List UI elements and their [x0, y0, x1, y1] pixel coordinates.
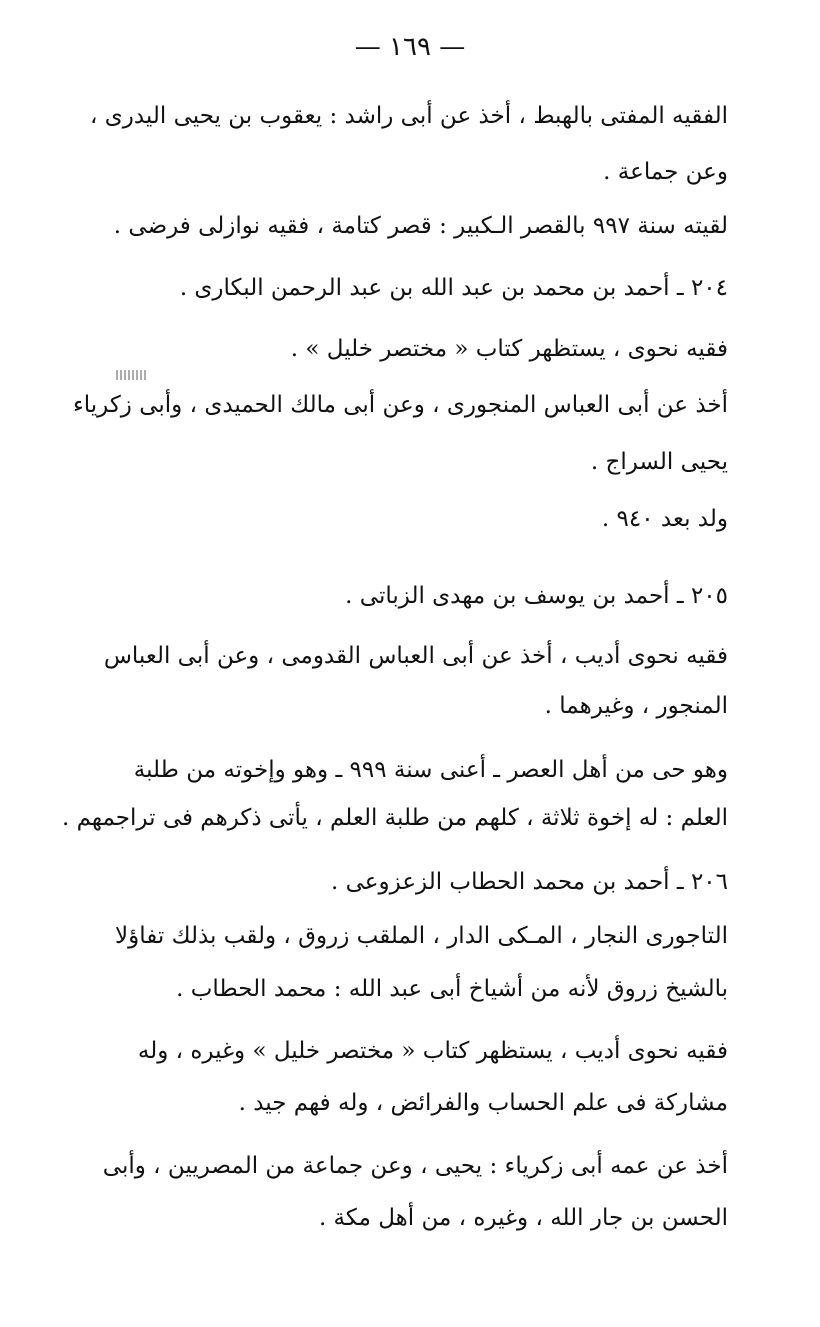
- text-line: أخذ عن عمه أبى زكرياء : يحيى ، وعن جماعة من المصريين ، وأبى: [102, 1153, 728, 1179]
- entry-heading-205: ٢٠٥ ـ أحمد بن يوسف بن مهدى الزباتى .: [345, 583, 728, 609]
- text-line: التاجورى النجار ، المـكى الدار ، الملقب زروق ، ولقب بذلك تفاؤلا: [115, 923, 728, 949]
- text-line: مشاركة فى علم الحساب والفرائض ، وله فهم جيد .: [238, 1090, 728, 1116]
- text-line: فقيه نحوى أديب ، أخذ عن أبى العباس القدومى ، وعن أبى العباس: [103, 643, 728, 669]
- text-line: العلم : له إخوة ثلاثة ، كلهم من طلبة العلم ، يأتى ذكرهم فى تراجمهم .: [61, 805, 728, 831]
- entry-heading-206: ٢٠٦ ـ أحمد بن محمد الحطاب الزعزوعى .: [331, 869, 728, 895]
- text-line: يحيى السراج .: [590, 449, 728, 475]
- text-line: لقيته سنة ٩٩٧ بالقصر الـكبير : قصر كتامة ، فقيه نوازلى فرضى .: [113, 213, 728, 239]
- text-line: وعن جماعة .: [603, 159, 728, 185]
- page-number: — ١٦٩ —: [354, 32, 466, 62]
- text-line: ولد بعد ٩٤٠ .: [601, 506, 728, 532]
- text-line: الفقيه المفتى بالهبط ، أخذ عن أبى راشد : يعقوب بن يحيى اليدرى ،: [90, 103, 728, 129]
- text-line: المنجور ، وغيرهما .: [544, 693, 728, 719]
- text-line: فقيه نحوى ، يستظهر كتاب « مختصر خليل » .: [290, 336, 728, 362]
- text-line: الحسن بن جار الله ، وغيره ، من أهل مكة .: [318, 1205, 728, 1231]
- entry-heading-204: ٢٠٤ ـ أحمد بن محمد بن عبد الله بن عبد الرحمن البكارى .: [179, 275, 728, 301]
- print-speck: [116, 370, 146, 380]
- text-line: بالشيخ زروق لأنه من أشياخ أبى عبد الله : محمد الحطاب .: [176, 976, 728, 1002]
- text-line: أخذ عن أبى العباس المنجورى ، وعن أبى مالك الحميدى ، وأبى زكرياء: [72, 392, 728, 418]
- text-line: فقيه نحوى أديب ، يستظهر كتاب « مختصر خليل » وغيره ، وله: [137, 1038, 728, 1064]
- text-line: وهو حى من أهل العصر ـ أعنى سنة ٩٩٩ ـ وهو وإخوته من طلبة: [133, 757, 728, 783]
